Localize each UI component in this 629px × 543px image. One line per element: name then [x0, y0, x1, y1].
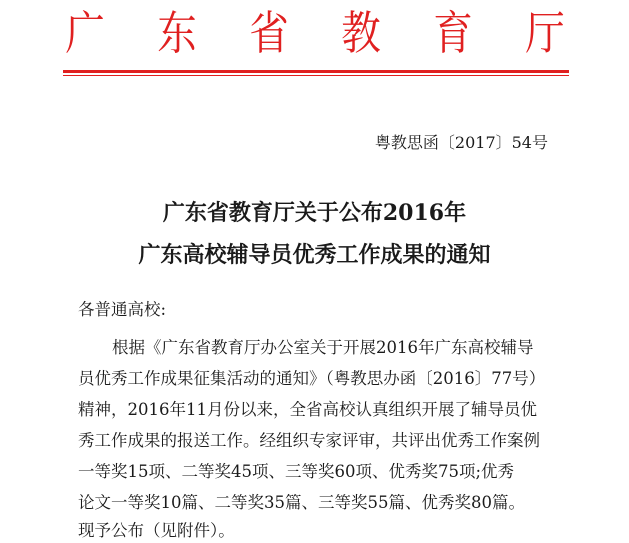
- body-line: 一等奖15项、二等奖45项、三等奖60项、优秀奖75项;优秀: [78, 462, 515, 481]
- salutation: 各普通高校:: [78, 300, 167, 319]
- body-line: 根据《广东省教育厅办公室关于开展2016年广东高校辅导: [112, 338, 534, 357]
- notice-title-line-2: 广东高校辅导员优秀工作成果的通知: [138, 242, 491, 268]
- body-line: 精神，2016年11月份以来，全省高校认真组织开展了辅导员优: [78, 400, 537, 419]
- masthead-char: 东: [157, 6, 197, 60]
- masthead-char: 省: [249, 6, 289, 60]
- body-line: 员优秀工作成果征集活动的通知》（粤教思办函〔2016〕77号）: [78, 369, 546, 388]
- document-number: 粤教思函〔2017〕54号: [374, 133, 548, 152]
- body-line: 论文一等奖10篇、二等奖35篇、三等奖55篇、优秀奖80篇。: [78, 493, 525, 512]
- body-line: 现予公布（见附件）。: [78, 521, 235, 540]
- masthead-rule-thick: [63, 70, 569, 73]
- masthead-char: 广: [65, 6, 105, 60]
- masthead-char: 育: [433, 6, 473, 60]
- masthead-char: 教: [341, 6, 381, 60]
- body-line: 秀工作成果的报送工作。经组织专家评审，共评出优秀工作案例: [78, 431, 540, 450]
- notice-title-line-1: 广东省教育厅关于公布2016年: [162, 200, 467, 226]
- masthead-rule-thin: [63, 75, 569, 76]
- masthead: [62, 4, 568, 62]
- masthead-char: 厅: [525, 6, 565, 60]
